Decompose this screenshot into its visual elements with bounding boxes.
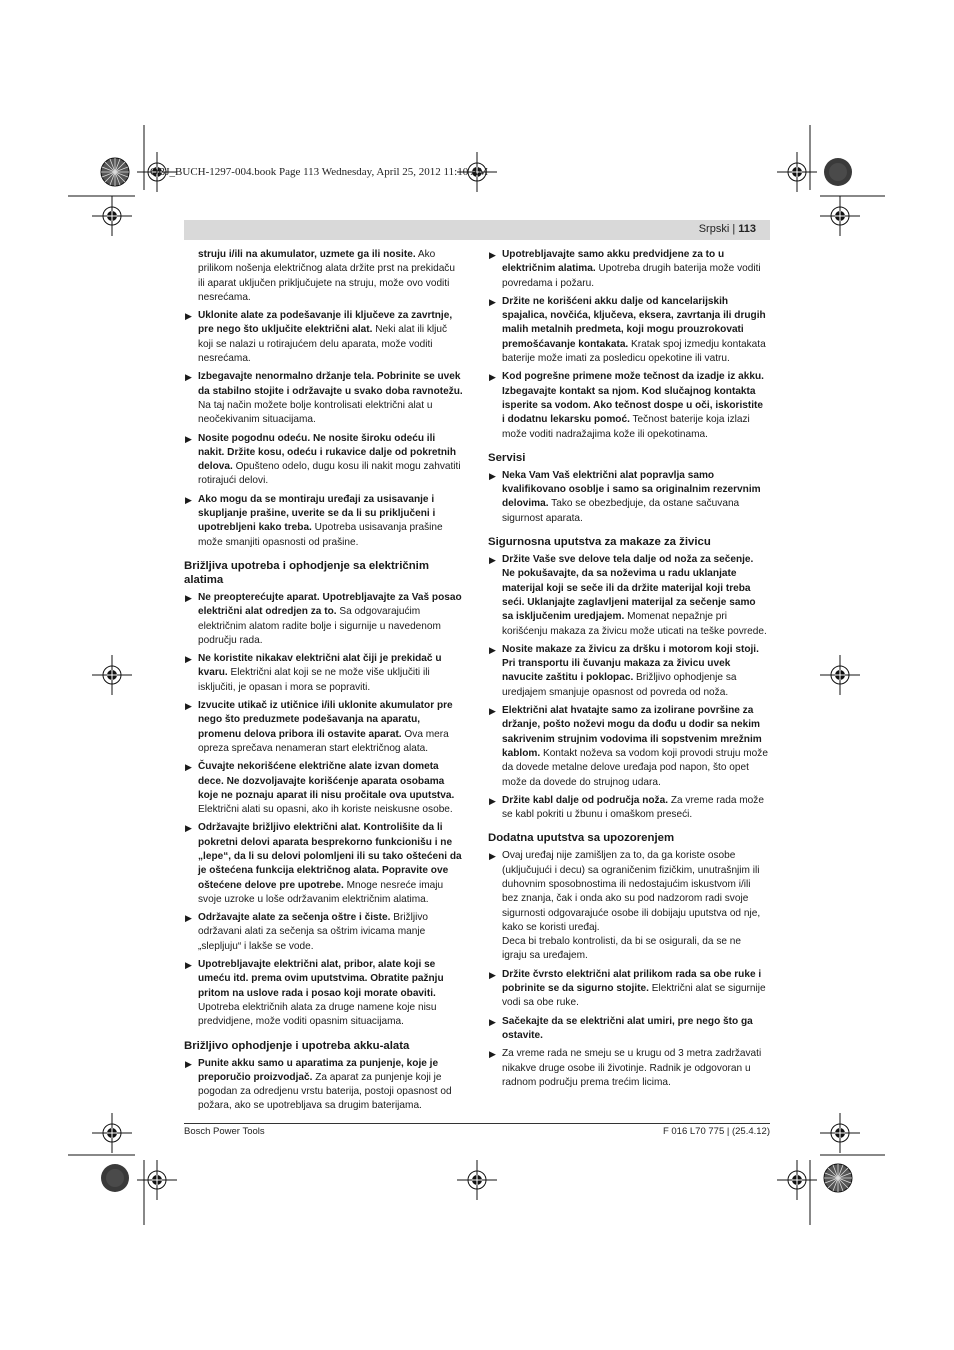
triangle-right-icon: ▶	[489, 706, 496, 717]
section-heading: Servisi	[488, 451, 526, 464]
triangle-right-icon: ▶	[489, 372, 496, 383]
left-list-b	[184, 591, 464, 1030]
list-item: ▶ Ne koristite nikakav električni alat čiji je prekidač u kvaru. Električni alat koji se ne može više uključiti ili isključiti, je opasan i mora se popraviti.	[185, 653, 442, 693]
triangle-right-icon: ▶	[185, 1058, 192, 1069]
right-list-d	[488, 849, 768, 1090]
triangle-right-icon: ▶	[489, 470, 496, 481]
list-item: ▶ Električni alat hvatajte samo za izolirane površine za držanje, pošto noževi mogu da dođu u dodir sa nekim sakrivenim strujnim vodovima ili sopstvenim mrežnim kablom. Kontakt noževa sa vodom koji provodi struju može da dovede metalne delove uređaja pod napon, što opet može da dovede do strujnog udara.	[489, 705, 768, 788]
triangle-right-icon: ▶	[489, 644, 496, 655]
triangle-right-icon: ▶	[185, 654, 192, 665]
triangle-right-icon: ▶	[489, 795, 496, 806]
footer-doc-code: F 016 L70 775 | (25.4.12)	[662, 1126, 770, 1137]
list-item: ▶ Održavajte alate za sečenja oštre i čiste. Brižljivo održavani alati za sečenja sa oštrim ivicama manje „slepljuju“ i lakše se vode.	[185, 912, 429, 952]
triangle-right-icon: ▶	[185, 592, 192, 603]
triangle-right-icon: ▶	[489, 555, 496, 566]
list-item: ▶ Neka Vam Vaš električni alat popravlja samo kvalifikovano osoblje i samo sa originalnim rezervnim delovima. Tako se obezbedjuje, da ostane sačuvana sigurnost aparata.	[489, 469, 761, 524]
list-item: ▶ Ovaj uređaj nije zamišljen za to, da ga koriste osobe (uključujući i decu) sa ograničenim fizičkim, unutrašnjim ili duhovnim sposobnostima ili nedostajućim iskustvom i/ili bez znanja, čak i onda ako su pod nadzorom radi svoje sigurnosti odgovarajuće osobe ili dobijaju uputstva od nje, kako se koristi uređaj.	[489, 850, 761, 933]
page-number: 113	[738, 223, 756, 235]
list-item: ▶ Nosite makaze za živicu za dršku i motorom koji stoji. Pri transportu ili čuvanju makaza za živicu uvek navucite zaštitu i poklopac. Brižljivo ophodjenje sa uredjajem smanjuje opasnost od povreda od noža.	[489, 643, 759, 698]
left-list-c	[184, 1057, 464, 1114]
list-item: ▶ Držite kabl dalje od područja noža. Za vreme rada može se kabl pokriti u žbunu i omaškom preseći.	[489, 794, 764, 821]
list-item: ▶ Održavajte brižljivo električni alat. Kontrolišite da li pokretni delovi aparata besprekorno funkcionišu i ne „lepe“, da li su delovi polomljeni ili su tako oštećeni da je oštećena funkcija električnog alata. Popravite ove oštećene delove pre upotrebe. Mnoge nesreće imaju svoje uzroke u loše održavanim električnim alatima.	[185, 822, 462, 905]
right-list-a	[488, 248, 768, 442]
page-header-bar	[184, 220, 770, 240]
list-item-continuation: Deca bi trebalo kontrolisti, da bi se osigurali, da se ne igraju sa uređajem.	[502, 936, 742, 962]
triangle-right-icon: ▶	[185, 701, 192, 712]
header-language: Srpski	[698, 223, 730, 235]
left-column	[184, 248, 464, 1118]
triangle-right-icon: ▶	[185, 913, 192, 924]
triangle-right-icon: ▶	[185, 823, 192, 834]
list-item: ▶ Čuvajte nekorišćene električne alate izvan dometa dece. Ne dozvoljavajte korišćenje aparata osobama koje ne poznaju aparat ili nisu pročitale ova uputstva. Električni alati su opasni, ako ih koriste neiskusne osobe.	[185, 761, 455, 816]
right-column	[488, 248, 768, 1094]
section-heading: Brižljiva upotreba i ophodjenje sa električnim alatima	[184, 559, 429, 586]
section-heading: Dodatna uputstva sa upozorenjem	[488, 832, 675, 845]
triangle-right-icon: ▶	[185, 311, 192, 322]
triangle-right-icon: ▶	[489, 969, 496, 980]
section-heading: Brižljivo ophodjenje i upotreba akku-alata	[184, 1039, 410, 1052]
list-item: ▶ Držite ne korišćeni akku dalje od kancelarijskih spajalica, novčića, ključeva, eksera, zavrtanja ili drugih malih metalnih predmeta, koji mogu prouzrokovati premošćavanje kontakata. Kratak spoj izmedju kontakata baterije može imati za posledicu opekotine ili vatru.	[489, 295, 766, 365]
triangle-right-icon: ▶	[489, 250, 496, 260]
list-item: ▶ Izvucite utikač iz utičnice i/ili uklonite akumulator pre nego što preduzmete podešavanja na aparatu, promenu delova pribora ili ostavite aparat. Ova mera opreza sprečava nenameran start električnog alata.	[185, 700, 453, 754]
continued-item: struju i/ili na akumulator, uzmete ga ili nosite. Ako prilikom nošenja električnog alata držite prst na prekidaču ili aparat uključen priključujete na struju, može ovo voditi nesrećama.	[198, 249, 455, 303]
list-item: ▶ Uklonite alate za podešavanje ili ključeve za zavrtnje, pre nego što uključite električni alat. Neki alat ili ključ koji se nalazi u rotirajućem delu aparata, može voditi nesrećama.	[185, 310, 453, 365]
list-item: ▶ Ne preopterećujte aparat. Upotrebljavajte za Vaš posao električni alat odredjen za to. Sa odgovarajućim električnim alatom radite bolje i sigurnije u navedenom području rada.	[185, 591, 462, 646]
triangle-right-icon: ▶	[489, 1016, 496, 1027]
book-slug-line: OBJ_BUCH-1297-004.book Page 113 Wednesday, April 25, 2012 11:10 AM	[150, 166, 489, 178]
list-item: ▶ Izbegavajte nenormalno držanje tela. Pobrinite se uvek da stabilno stojite i održavajte u svako doba ravnotežu. Na taj način možete bolje kontrolisati električni alat u neočekivanim situacijama.	[185, 371, 463, 426]
list-item: ▶ Za vreme rada ne smeju se u krugu od 3 metra zadržavati nikakve druge osobe ili životinje. Radnik je odgovoran u radnom području prema trećim licima.	[489, 1048, 762, 1088]
list-item: ▶ Punite akku samo u aparatima za punjenje, koje je preporučio proizvodjač. Za aparat za punjenje koji je pogodan za odredjenu vrstu baterija, postoji opasnost od požara, ako se upotrebljava sa drugim baterijama.	[185, 1057, 452, 1112]
page-header-text	[699, 223, 756, 235]
triangle-right-icon: ▶	[185, 762, 192, 773]
list-item: ▶ Držite Vaše sve delove tela dalje od noža za sečenje. Ne pokušavajte, da sa noževima u radu uklanjate materijal koji se seče ili da držite materijal koji treba seći. Uklanjajte zaglavljeni materijal za sečenje samo sa isključenim uredjajem. Momenat nepažnje pri korišćenju makaza za živicu može uticati na teške povrede.	[489, 554, 767, 637]
list-item: ▶ Ako mogu da se montiraju uređaji za usisavanje i skupljanje prašine, uverite se da li su priključeni i upotrebljeni kako treba. Upotreba usisavanja prašine može smanjiti opasnosti od prašine.	[185, 493, 443, 548]
section-heading: Sigurnosna uputstva za makaze za živicu	[488, 536, 711, 549]
list-item: ▶ Kod pogrešne primene može tečnost da izadje iz akku. Izbegavajte kontakt sa njom. Kod slučajnog kontakta isperite sa vodom. Ako tečnost dospe u oči, iskoristite i dodatnu lekarsku pomoć. Tečnost baterije koja izlazi može voditi nadražajima kože ili opekotinama.	[489, 371, 764, 440]
triangle-right-icon: ▶	[185, 433, 192, 444]
list-item: ▶ Nosite pogodnu odeću. Ne nosite široku odeću ili nakit. Držite kosu, odeću i rukavice dalje od pokretnih delova. Opušteno odelo, dugu kosu ili nakit mogu zahvatiti rotirajući delovi.	[185, 432, 461, 487]
right-list-c	[488, 553, 768, 822]
footer-rule	[184, 1123, 770, 1124]
list-item: ▶ Držite čvrsto električni alat prilikom rada sa obe ruke i pobrinite se da sigurno stojite. Električni alat se sigurnije vodi sa obe ruke.	[489, 968, 766, 1009]
right-list-b	[488, 469, 768, 526]
triangle-right-icon: ▶	[185, 960, 192, 971]
triangle-right-icon: ▶	[489, 851, 496, 862]
footer-brand: Bosch Power Tools	[184, 1126, 265, 1137]
triangle-right-icon: ▶	[489, 296, 496, 307]
list-item: ▶ Sačekajte da se električni alat umiri, pre nego što ga ostavite.	[489, 1015, 753, 1041]
list-item: ▶ Upotrebljavajte samo akku predvidjene za to u električnim alatima. Upotreba drugih baterija može voditi povredama i požaru.	[489, 249, 761, 289]
left-list-a	[184, 309, 464, 550]
list-item: ▶ Upotrebljavajte električni alat, pribor, alate koji se umeću itd. prema ovim uputstvima. Obratite pažnju pritom na uslove rada i posao koji morate obaviti. Upotreba električnih alata za druge namene koje nisu predvidjene, može voditi opasnim situacijama.	[185, 959, 444, 1028]
triangle-right-icon: ▶	[489, 1049, 496, 1060]
triangle-right-icon: ▶	[185, 494, 192, 505]
triangle-right-icon: ▶	[185, 372, 192, 383]
header-separator: |	[732, 223, 736, 235]
